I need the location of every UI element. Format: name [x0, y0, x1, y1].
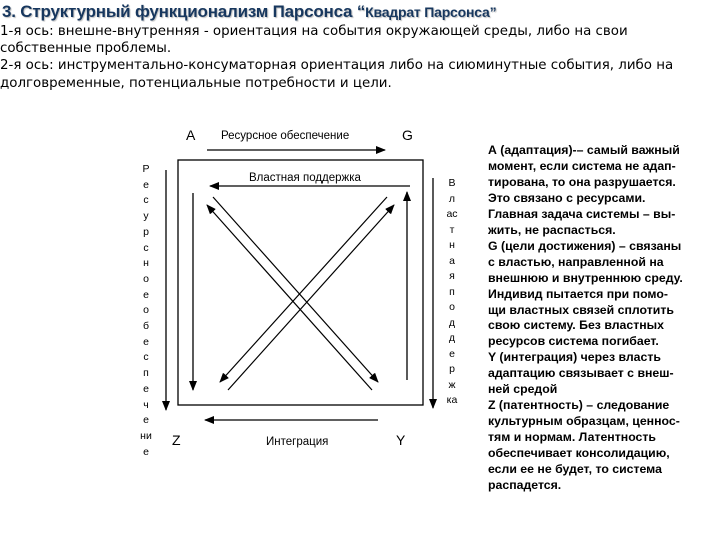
left-vertical-letter: с: [143, 194, 149, 207]
description-line: ресурсов система погибает.: [488, 334, 659, 349]
intro-line: 2-я ось: инструментально-консуматорная ориентация либо на сиюминутные события, либо на: [0, 58, 674, 74]
right-vertical-letter: а: [449, 254, 455, 267]
description-line: если ее не будет, то система: [488, 462, 662, 477]
intro-line: 1-я ось: внешне-внутренняя - ориентация на события окружающей среды, либо на свои: [0, 24, 628, 39]
right-vertical-letter: т: [449, 223, 455, 236]
right-vertical-letter: ка: [446, 394, 458, 406]
right-vertical-letter: о: [449, 301, 455, 313]
title-main: 3. Структурный функционализм Парсонса “: [2, 2, 366, 21]
right-vertical-letter: д: [448, 316, 456, 329]
description-line: А (адаптация)-– самый важный: [488, 143, 680, 157]
right-vertical-letter: В: [448, 177, 456, 189]
bottom-label: Интеграция: [266, 436, 329, 448]
intro-line: долговременные, потенциальные потребности и цели.: [0, 75, 392, 91]
right-vertical-letter: ж: [448, 378, 456, 391]
top-label: Ресурсное обеспечение: [221, 130, 350, 142]
right-vertical-letter: ас: [446, 208, 458, 220]
diagonal-z-g-arrow: [228, 205, 394, 390]
left-vertical-letter: у: [143, 210, 149, 223]
corner-a-label: A: [186, 127, 196, 143]
central-square: [178, 160, 423, 405]
description-line: щи властных связей сплотить: [488, 302, 674, 317]
left-vertical-letter: е: [143, 382, 149, 395]
left-vertical-label: [135, 162, 157, 460]
description-line: обеспечивает консолидацию,: [488, 446, 670, 461]
description-line: Индивид пытается при помо-: [488, 286, 668, 301]
description-line: свою систему. Без властных: [488, 318, 665, 333]
right-vertical-letter: д: [448, 332, 456, 344]
description-line: Главная задача системы – вы-: [488, 206, 676, 221]
description-line: тям и нормам. Латентность: [488, 430, 656, 445]
diagonal-g-z-arrow: [220, 197, 387, 382]
left-vertical-letter: Р: [142, 163, 150, 175]
left-vertical-letter: р: [143, 225, 149, 238]
description-line: момент, если система не адап-: [488, 158, 676, 173]
corner-z-label: Z: [172, 432, 181, 448]
description-line: Z (патентность) – следование: [488, 398, 670, 413]
diagonal-a-y-arrow: [213, 197, 378, 382]
right-vertical-letter: е: [449, 347, 455, 360]
left-vertical-letter: ч: [143, 398, 149, 411]
right-vertical-letter: н: [449, 239, 455, 251]
description-line: G (цели достижения) – связаны: [488, 238, 682, 253]
title-sub: Квадрат Парсонса”: [365, 4, 497, 20]
description-text: [488, 143, 720, 494]
left-vertical-letter: с: [143, 351, 149, 364]
left-vertical-letter: е: [143, 178, 149, 191]
corner-g-label: G: [402, 127, 413, 143]
left-vertical-letter: ни: [140, 429, 152, 442]
right-vertical-letter: л: [448, 192, 456, 205]
inner-label: Властная поддержка: [249, 172, 361, 184]
left-vertical-letter: о: [143, 304, 149, 317]
left-vertical-letter: п: [143, 367, 149, 380]
description-line: внешнюю и внутреннюю среду.: [488, 270, 683, 285]
left-vertical-letter: с: [143, 241, 149, 254]
left-vertical-letter: н: [143, 257, 149, 270]
right-vertical-letter: р: [449, 363, 455, 375]
intro-line: собственные проблемы.: [0, 41, 172, 57]
description-line: жить, не распасться.: [488, 222, 616, 237]
description-line: тирована, то она разрушается.: [488, 174, 676, 189]
description-line: Y (интеграция) через власть: [488, 350, 661, 365]
right-vertical-letter: я: [449, 270, 455, 282]
description-line: распадется.: [488, 478, 562, 493]
description-line: адаптацию связывает с внеш-: [488, 366, 674, 381]
description-line: культурным образцам, ценнос-: [488, 414, 680, 429]
description-line: с властью, направленной на: [488, 254, 664, 269]
left-vertical-letter: е: [143, 335, 149, 348]
left-vertical-letter: е: [143, 445, 149, 458]
right-vertical-letter: п: [449, 285, 455, 298]
description-line: ней средой: [488, 382, 558, 397]
corner-y-label: Y: [396, 432, 406, 448]
left-vertical-letter: б: [142, 320, 149, 333]
left-vertical-letter: е: [143, 288, 149, 301]
left-vertical-letter: е: [143, 414, 149, 427]
description-line: Это связано с ресурсами.: [488, 190, 646, 205]
diagonal-y-a-arrow: [207, 205, 372, 390]
right-vertical-label: [441, 176, 463, 409]
left-vertical-letter: о: [143, 272, 149, 285]
